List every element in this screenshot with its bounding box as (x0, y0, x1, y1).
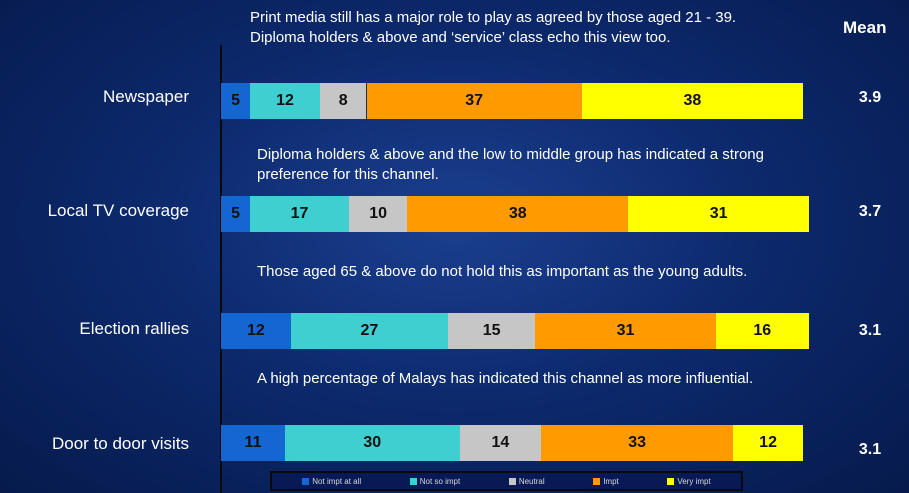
bar-segment-label: 5 (231, 92, 240, 109)
bar-segment (448, 313, 535, 349)
bar-segment-label: 16 (753, 322, 772, 339)
mean-value-local-tv: 3.7 (858, 203, 882, 220)
annotation-door-to-door: A high percentage of Malays has indicated this channel as more influential. (257, 370, 754, 387)
legend-item (509, 477, 545, 486)
stacked-bar-local-tv (221, 196, 803, 232)
legend-item (667, 477, 710, 486)
bar-segment-label: 38 (508, 205, 527, 222)
legend-label: Not impt at all (312, 476, 362, 486)
bar-segment-label: 12 (759, 434, 777, 451)
stacked-bar-newspaper (221, 83, 803, 119)
bar-segment-label: 5 (231, 205, 240, 222)
row-label-newspaper: Newspaper (103, 87, 189, 106)
bar-segment (221, 313, 291, 349)
bar-segment (716, 313, 809, 349)
bar-segment (291, 313, 448, 349)
bar-segment (367, 83, 582, 119)
bar-segment (407, 196, 628, 232)
bar-segment (349, 196, 407, 232)
bar-segment (628, 196, 808, 232)
row-label-door-to-door: Door to door visits (52, 434, 189, 453)
legend-label: Neutral (518, 476, 545, 486)
legend-swatch (410, 478, 417, 485)
legend-label: Very impt (677, 476, 711, 486)
bar-segment-label: 14 (491, 434, 510, 451)
bar-segment (320, 83, 367, 119)
bar-segment (582, 83, 803, 119)
bar-segment-label: 37 (465, 92, 484, 109)
legend-swatch (302, 478, 309, 485)
legend-swatch (593, 478, 600, 485)
bar-segment (221, 196, 250, 232)
bar-segment-label: 33 (628, 434, 647, 451)
annotation-newspaper: Print media still has a major role to play as agreed by those aged 21 - 39. Diploma holders & above and ‘service’ class echo this view too. (250, 9, 737, 46)
stacked-bar-election-rallies (221, 313, 803, 349)
annotation-election-rallies: Those aged 65 & above do not hold this as important as the young adults. (257, 263, 748, 280)
bar-segment-label: 12 (276, 92, 294, 109)
bar-segment (285, 425, 460, 461)
bar-segment (733, 425, 803, 461)
bar-segment-label: 30 (363, 434, 382, 451)
bar-segment (460, 425, 541, 461)
legend-item (302, 477, 361, 486)
bar-segment-label: 11 (244, 434, 262, 451)
row-label-election-rallies: Election rallies (79, 319, 189, 338)
legend-swatch (509, 478, 516, 485)
legend-label: Not so impt (419, 476, 461, 486)
bar-segment-label: 31 (709, 205, 728, 222)
bar-segment-label: 12 (247, 322, 265, 339)
mean-column-header: Mean (843, 18, 887, 37)
stacked-bar-door-to-door (221, 425, 803, 461)
bar-segment-label: 10 (369, 205, 388, 222)
mean-value-newspaper: 3.9 (858, 89, 882, 106)
bar-segment-label: 31 (616, 322, 635, 339)
legend-item (410, 477, 460, 486)
legend-swatch (667, 478, 674, 485)
mean-value-election-rallies: 3.1 (858, 322, 882, 339)
bar-segment-label: 8 (338, 92, 348, 109)
bar-segment (221, 425, 285, 461)
annotation-local-tv: Diploma holders & above and the low to middle group has indicated a strong preference for this channel. (257, 146, 764, 183)
legend-item (593, 477, 619, 486)
mean-value-door-to-door: 3.1 (858, 441, 882, 458)
bar-segment-label: 27 (360, 322, 379, 339)
bar-segment (535, 313, 715, 349)
bar-segment (541, 425, 733, 461)
bar-segment-label: 15 (482, 322, 501, 339)
bar-segment-label: 38 (683, 92, 702, 109)
bar-segment-label: 17 (290, 205, 309, 222)
bar-segment (250, 83, 320, 119)
row-label-local-tv: Local TV coverage (47, 201, 189, 220)
legend-label: Impt (603, 476, 619, 486)
legend (270, 471, 743, 491)
bar-segment (221, 83, 250, 119)
bar-segment (250, 196, 349, 232)
